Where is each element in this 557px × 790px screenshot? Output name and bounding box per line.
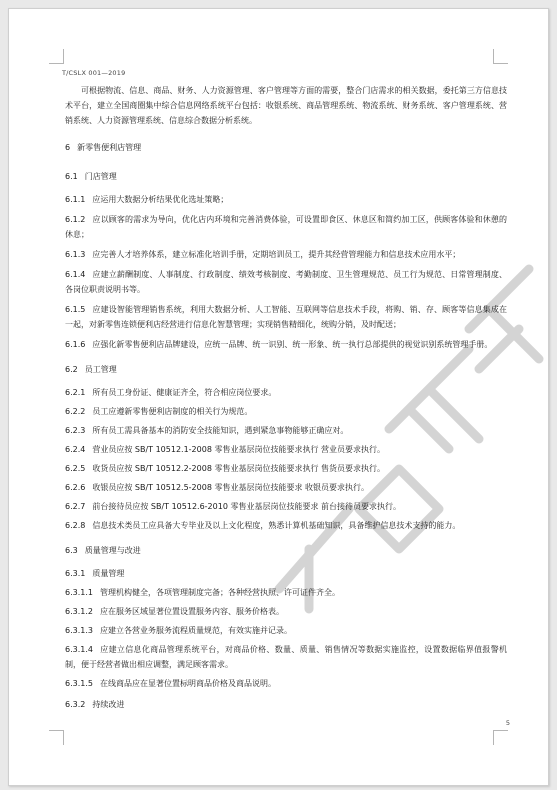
- clause-6-3-1-4: 6.3.1.4 应建立信息化商品管理系统平台，对商品价格、数量、质量、销售情况等数据实施监控，设置数据临界值报警机制，便于经营者做出相应调整，满足顾客需求。: [65, 645, 507, 669]
- clause-6-1-2: 6.1.2 应以顾客的需求为导向，优化店内环境和完善消费体验，可设置即食区、休息区和简约加工区，供顾客体验和休憩的休息；: [65, 215, 507, 239]
- section-title: 持续改进: [92, 700, 125, 709]
- intro-paragraph: 可根据物流、信息、商品、财务、人力资源管理、客户管理等方面的需要，整合门店需求的相关数据，委托第三方信息技术平台，建立全国商圈集中综合信息网络系统平台包括：收银系统、商品管理系统、物流系统、财务系统、客户管理系统、营销系统、人力资源管理系统、信息综合数据分析系统。: [65, 86, 507, 125]
- section-title: 门店管理: [84, 172, 117, 181]
- page-number: 5: [505, 719, 510, 727]
- section-6-1-heading: [65, 169, 507, 184]
- document-body: [65, 83, 507, 716]
- clause-6-2-6: 6.2.6 收银员应按 SB/T 10512.5-2008 零售业基层岗位技能要求 收银员要求执行。: [65, 483, 370, 492]
- crop-mark-bottom-left: [49, 730, 64, 745]
- clause-6-3-1-1: 6.3.1.1 管理机构健全，各项管理制度完备；各种经营执照、许可证件齐全。: [65, 588, 340, 597]
- section-title: 员工管理: [84, 365, 117, 374]
- clause-6-3-1-2: 6.3.1.2 应在服务区域显著位置设置服务内容、服务价格表。: [65, 607, 284, 616]
- section-number: 6.3.2: [65, 700, 86, 709]
- section-number: 6.2: [65, 365, 78, 374]
- clause-6-1-5: 6.1.5 应建设智能管理销售系统，利用大数据分析、人工智能、互联网等信息技术手段，将购、销、存、顾客等信息集成在一起，对新零售连锁便利店经营进行信息化智慧管理；实现销售精细化，统购分销，及时配送；: [65, 305, 507, 329]
- document-page: [8, 8, 549, 786]
- section-6-3-heading: [65, 543, 507, 558]
- crop-mark-bottom-right: [493, 730, 508, 745]
- section-6-3-2-heading: [65, 697, 507, 712]
- section-title: 质量管理与改进: [84, 546, 141, 555]
- clause-6-2-8: 6.2.8 信息技术类员工应具备大专毕业及以上文化程度，熟悉计算机基础知识，具备维护信息技术支持的能力。: [65, 521, 461, 530]
- clause-6-2-4: 6.2.4 营业员应按 SB/T 10512.1-2008 零售业基层岗位技能要求执行 营业员要求执行。: [65, 445, 386, 454]
- clause-6-2-1: 6.2.1 所有员工身份证、健康证齐全，符合相应岗位要求。: [65, 388, 277, 397]
- clause-6-3-1-3: 6.3.1.3 应建立各营业务服务流程质量规范，有效实施并记录。: [65, 626, 292, 635]
- clause-6-2-7: 6.2.7 前台接待员应按 SB/T 10512.6-2010 零售业基层岗位技能要求 前台接待员要求执行。: [65, 502, 402, 511]
- section-title: 质量管理: [92, 569, 125, 578]
- clause-6-1-6: 6.1.6 应强化新零售便利店品牌建设，应统一品牌、统一识别、统一形象、统一执行总部提供的视觉识别系统管理手册。: [65, 340, 493, 349]
- clause-6-3-1-5: 6.3.1.5 在线商品应在显著位置标明商品价格及商品说明。: [65, 679, 276, 688]
- section-number: 6.1: [65, 172, 78, 181]
- section-number: 6: [65, 143, 71, 152]
- section-number: 6.3: [65, 546, 78, 555]
- section-6-heading: [65, 140, 507, 155]
- section-number: 6.3.1: [65, 569, 86, 578]
- clause-6-1-3: 6.1.3 应完善人才培养体系，建立标准化培训手册，定期培训员工，提升其经营管理能力和信息技术应用水平；: [65, 250, 461, 259]
- standard-code: T/CSLX 001—2019: [62, 69, 126, 77]
- clause-6-1-4: 6.1.4 应建立薪酬制度、人事制度、行政制度、绩效考核制度、考勤制度、卫生管理规范、员工行为规范、日常管理制度、各岗位职责说明书等。: [65, 270, 507, 294]
- clause-6-2-5: 6.2.5 收货员应按 SB/T 10512.2-2008 零售业基层岗位技能要求执行 售货员要求执行。: [65, 464, 386, 473]
- section-6-2-heading: [65, 362, 507, 377]
- section-title: 新零售便利店管理: [77, 143, 142, 152]
- clause-6-2-3: 6.2.3 所有员工需具备基本的消防安全技能知识，遇到紧急事物能够正确应对。: [65, 426, 349, 435]
- section-6-3-1-heading: [65, 566, 507, 581]
- crop-mark-top-right: [493, 49, 508, 64]
- crop-mark-top-left: [49, 49, 64, 64]
- clause-6-1-1: 6.1.1 应运用大数据分析结果优化选址策略；: [65, 195, 229, 204]
- clause-6-2-2: 6.2.2 员工应遵新零售便利店制度的相关行为规范。: [65, 407, 253, 416]
